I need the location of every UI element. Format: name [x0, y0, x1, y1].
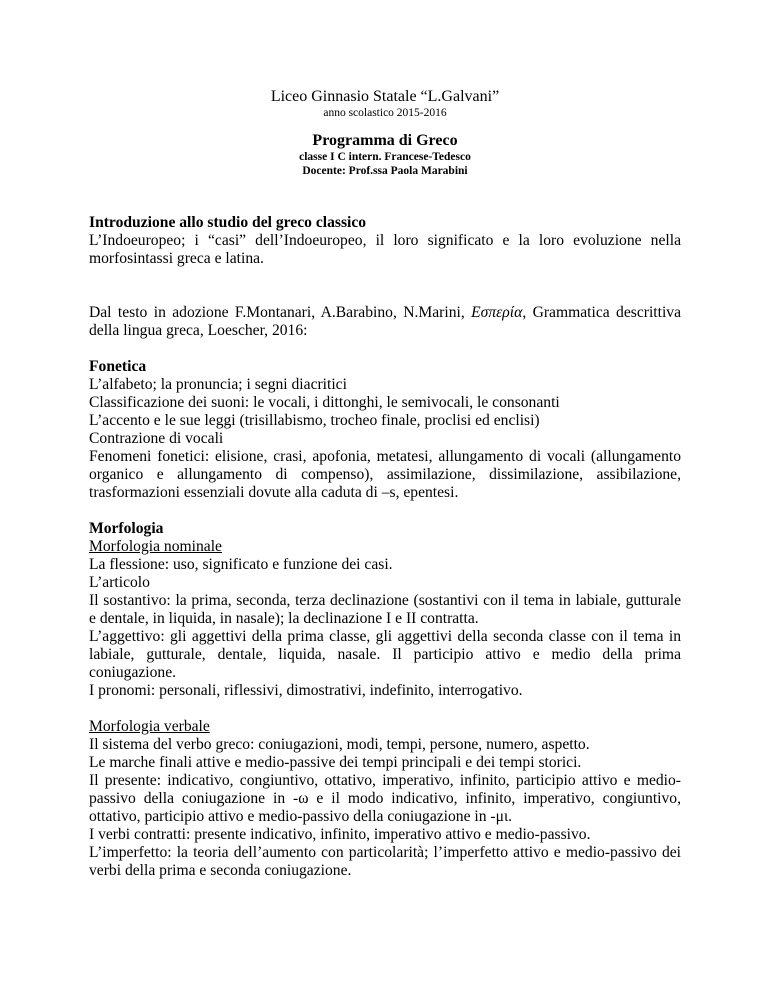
verbale-line: Il sistema del verbo greco: coniugazioni, modi, tempi, persone, numero, aspetto.: [89, 736, 590, 753]
textbook-after: , Grammatica descrittiva della lingua greca, Loescher, 2016:: [89, 304, 681, 339]
fonetica-line: L’alfabeto; la pronuncia; i segni diacritici: [89, 376, 347, 393]
nominale-line: La flessione: uso, significato e funzione dei casi.: [89, 556, 393, 573]
fonetica-heading: Fonetica: [89, 358, 147, 375]
verbale-line: L’imperfetto: la teoria dell’aumento con particolarità; l’imperfetto attivo e medio-passivo dei verbi della prima e seconda coniugazione.: [89, 844, 681, 879]
nominale-line: I pronomi: personali, riflessivi, dimostrativi, indefinito, interrogativo.: [89, 682, 523, 699]
intro-text: L’Indoeuropeo; i “casi” dell’Indoeuropeo, il loro significato e la loro evoluzione nella morfosintassi greca e latina.: [89, 232, 681, 267]
morfologia-heading: Morfologia: [89, 520, 164, 537]
school-name: Liceo Ginnasio Statale “L.Galvani”: [270, 88, 500, 105]
morfologia-verbale-heading: Morfologia verbale: [89, 718, 210, 735]
nominale-line: Il sostantivo: la prima, seconda, terza declinazione (sostantivi con il tema in labiale, gutturale e dentale, in liquida, in nasale); la declinazione I e II contratta.: [89, 592, 681, 627]
verbale-line: Le marche finali attive e medio-passive dei tempi principali e dei tempi storici.: [89, 754, 582, 771]
fonetica-line: Contrazione di vocali: [89, 430, 224, 447]
fonetica-line: L’accento e le sue leggi (trisillabismo, trocheo finale, proclisi ed enclisi): [89, 412, 540, 429]
class-info: classe I C intern. Francese-Tedesco: [299, 151, 471, 163]
document-page: [89, 88, 681, 880]
verbale-line: I verbi contratti: presente indicativo, infinito, imperativo attivo e medio-passivo.: [89, 826, 591, 843]
document-title: Programma di Greco: [312, 132, 458, 149]
textbook-reference: [89, 304, 681, 340]
nominale-line: L’aggettivo: gli aggettivi della prima classe, gli aggettivi della seconda classe con il tema in labiale, gutturale, dentale, liquida, nasale. Il participio attivo e medio della prima coniugazione.: [89, 628, 681, 681]
textbook-before: Dal testo in adozione F.Montanari, A.Barabino, N.Marini,: [89, 304, 472, 321]
school-year: anno scolastico 2015-2016: [323, 107, 447, 119]
verbale-line: Il presente: indicativo, congiuntivo, ottativo, imperativo, infinito, participio attivo e medio-passivo della coniugazione in -ω e il modo indicativo, infinito, imperativo, congiuntivo, ottativo, participio attivo e medio-passivo della coniugazione in -μι.: [89, 772, 681, 825]
textbook-greek-title: Εσπερία: [471, 304, 523, 321]
intro-heading: Introduzione allo studio del greco classico: [89, 214, 367, 231]
nominale-line: L’articolo: [89, 574, 150, 591]
morfologia-nominale-heading: Morfologia nominale: [89, 538, 222, 555]
teacher-info: Docente: Prof.ssa Paola Marabini: [302, 165, 468, 177]
fonetica-line: Fenomeni fonetici: elisione, crasi, apofonia, metatesi, allungamento di vocali (allungamento organico e allungamento di compenso), assimilazione, dissimilazione, assibilazione, trasformazioni essenziali dovute alla caduta di –s, epentesi.: [89, 448, 681, 501]
fonetica-line: Classificazione dei suoni: le vocali, i dittonghi, le semivocali, le consonanti: [89, 394, 560, 411]
